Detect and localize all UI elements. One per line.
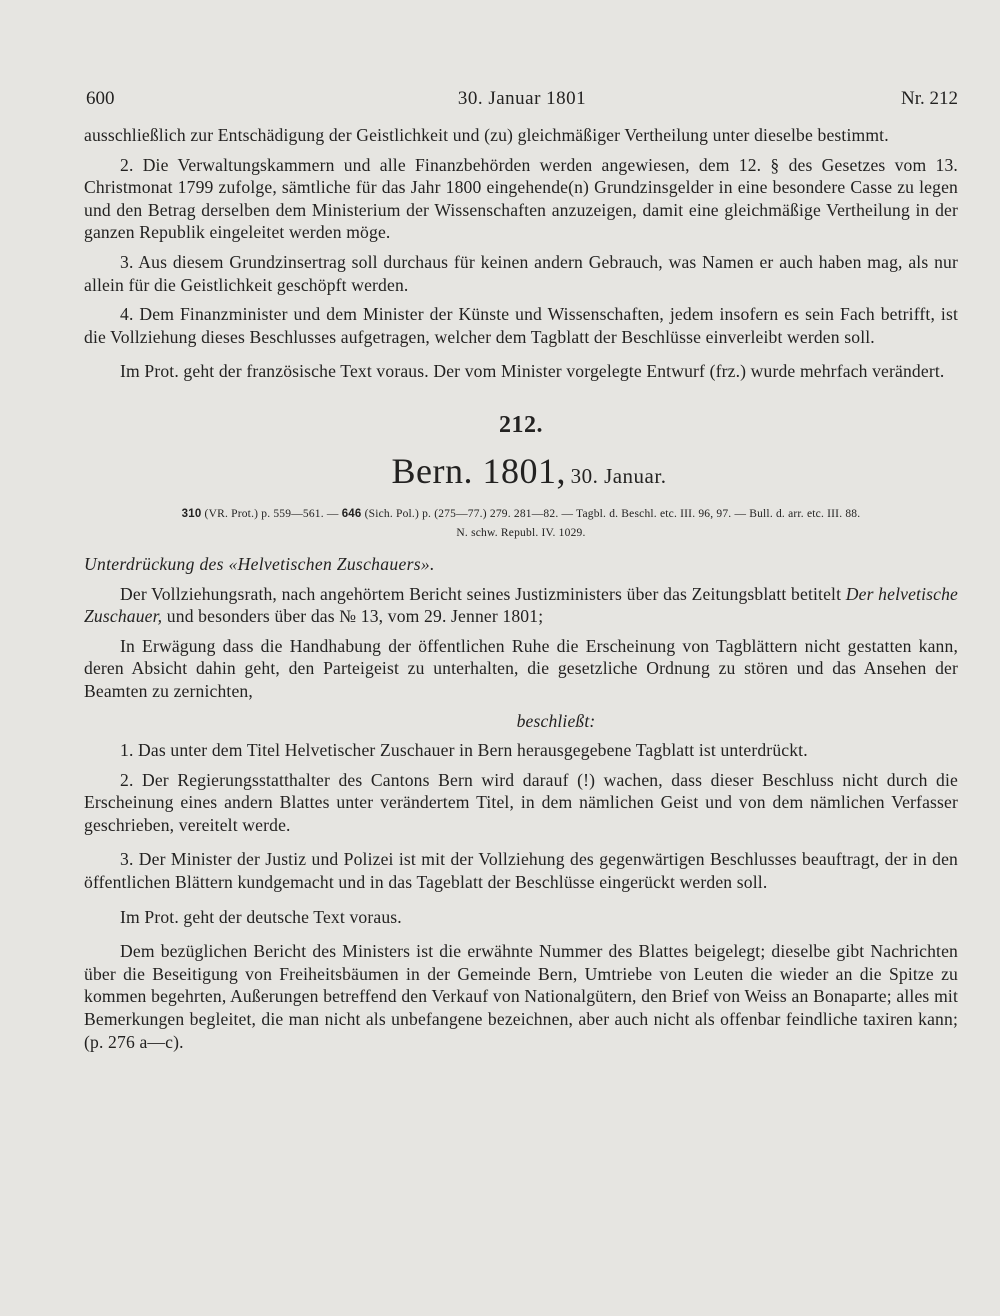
source-ref-2-number: 646 [341, 507, 362, 520]
intro-text-a: Der Vollziehungsrath, nach angehörtem Bericht seines Justizministers über das Zeitungsblatt betitelt [120, 583, 842, 604]
document-intro [84, 583, 958, 628]
page-header [86, 88, 958, 114]
source-ref-1-text: (VR. Prot.) p. 559—561. — [204, 507, 339, 520]
decision-heading: beschließt: [516, 710, 596, 731]
article-4-prev: 4. Dem Finanzminister und dem Minister der Künste und Wissenschaften, jedem insofern es sein Fach betrifft, ist die Vollziehung dieses Beschlusses aufgetragen, welcher dem Tagblatt der Beschlüsse einverleibt werden soll. [84, 304, 958, 347]
source-ref-line-2: N. schw. Republ. IV. 1029. [456, 526, 586, 539]
protocol-note: Im Prot. geht der deutsche Text voraus. [120, 906, 402, 927]
source-ref-1-number: 310 [181, 507, 202, 520]
document-number: 212. [499, 411, 543, 438]
report-note: Dem bezüglichen Bericht des Ministers ist die erwähnte Nummer des Blattes beigelegt; dieselbe gibt Nachrichten über die Beseitigung von Freiheitsbäumen in der Gemeinde Bern, Umtriebe von Leuten die wieder an die Spitze zu kommen begehrten, Außerungen betreffend den Verkauf von Nationalgütern, den Brief von Weiss an Bonaparte; alles mit Bemerkungen begleitet, die man nicht als unbefangene bezeichnen, aber auch nicht als offenbar feindliche taxiren kann; (p. 276 a—c). [84, 941, 958, 1052]
decree-article-1: 1. Das unter dem Titel Helvetischer Zuschauer in Bern herausgegebene Tagblatt ist unterdrückt. [120, 740, 808, 761]
decree-article-3: 3. Der Minister der Justiz und Polizei ist mit der Vollziehung des gegenwärtigen Beschlusses beauftragt, der in den öffentlichen Blättern kundgemacht und in das Tageblatt der Beschlüsse eingerückt werden soll. [84, 849, 958, 893]
header-document-number: Nr. 212 [901, 88, 958, 109]
article-2-prev: 2. Die Verwaltungskammern und alle Finanzbehörden werden angewiesen, dem 12. § des Gesetzes vom 13. Christmonat 1799 zufolge, sämtliche für das Jahr 1800 eingehende(n) Grundzinsgelder in eine besondere Casse zu legen und den Betrag derselben dem Ministerium der Wissenschaften anzuzeigen, damit eine gleichmäßige Vertheilung in der ganzen Republik eingeleitet werden möge. [84, 154, 958, 243]
source-references [84, 505, 958, 543]
page-body [84, 124, 958, 1053]
document-consideration: In Erwägung dass die Handhabung der öffentlichen Ruhe die Erscheinung von Tagblättern nicht gestatten kann, deren Absicht dahin geht, den Parteigeist zu unterhalten, die gesetzliche Ordnung zu stören und das Ansehen der Beamten zu zernichten, [84, 635, 958, 701]
source-ref-2-text: (Sich. Pol.) p. (275—77.) 279. 281—82. — Tagbl. d. Beschl. etc. III. 96, 97. — Bull. d. arr. etc. III. 88. [364, 507, 861, 520]
document-place-year: Bern. 1801, [391, 450, 566, 491]
header-date: 30. Januar 1801 [457, 88, 587, 109]
article-3-prev: 3. Aus diesem Grundzinsertrag soll durchaus für keinen andern Gebrauch, was Namen er auch haben mag, als nur allein für die Geistlichkeit geschöpft werden. [84, 251, 958, 295]
intro-text-b: und besonders über das № 13, vom 29. Jenner 1801; [166, 606, 544, 627]
decree-article-2: 2. Der Regierungsstatthalter des Cantons Bern wird darauf (!) wachen, dass dieser Beschluss nicht durch die Erscheinung eines andern Blattes unter verändertem Titel, in dem nämlichen Geist und von dem nämlichen Verfasser geschrieben, vereitelt werde. [84, 769, 958, 835]
continued-paragraph: ausschließlich zur Entschädigung der Geistlichkeit und (zu) gleichmäßiger Vertheilung unter dieselbe bestimmt. [84, 125, 889, 145]
page-number: 600 [86, 88, 115, 109]
document-place-date [84, 451, 958, 497]
document-subject: Unterdrückung des «Helvetischen Zuschauers». [84, 553, 435, 574]
editorial-note-prev: Im Prot. geht der französische Text voraus. Der vom Minister vorgelegte Entwurf (frz.) wurde mehrfach verändert. [120, 361, 945, 382]
newspaper-title: Der helvetische Zuschauer, [84, 583, 958, 627]
document-date: 30. Januar. [570, 463, 667, 488]
